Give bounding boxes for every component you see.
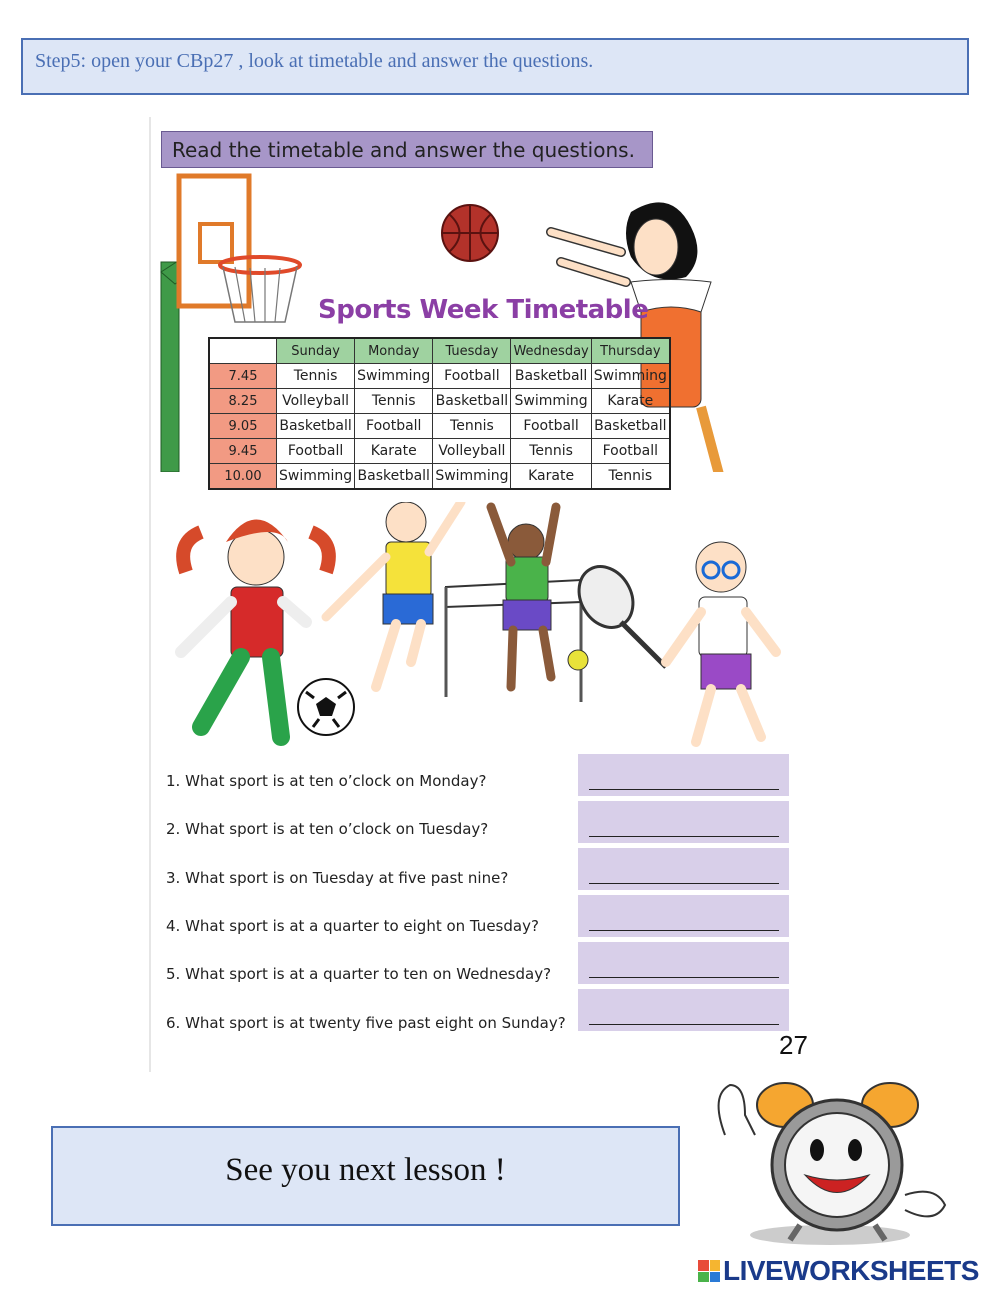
- sport-cell: Swimming: [355, 364, 433, 389]
- table-row: [209, 414, 670, 439]
- instruction-bar: [21, 38, 969, 95]
- day-header: Wednesday: [511, 338, 591, 364]
- sport-cell: Basketball: [433, 389, 511, 414]
- time-cell: 10.00: [209, 464, 277, 490]
- question-4: 4. What sport is at a quarter to eight on Tuesday?: [166, 917, 539, 935]
- sport-cell: Tennis: [591, 464, 670, 490]
- sport-cell: Football: [277, 439, 355, 464]
- sport-cell: Basketball: [355, 464, 433, 490]
- answer-line: [589, 836, 779, 837]
- footer-message-box: [51, 1126, 680, 1226]
- answer-line: [589, 883, 779, 884]
- sport-cell: Swimming: [511, 389, 591, 414]
- day-header: Monday: [355, 338, 433, 364]
- answer-line: [589, 930, 779, 931]
- table-row: [209, 464, 670, 490]
- sport-cell: Swimming: [591, 364, 670, 389]
- answer-line: [589, 977, 779, 978]
- sport-cell: Swimming: [433, 464, 511, 490]
- question-2: 2. What sport is at ten o’clock on Tuesday?: [166, 820, 489, 838]
- answer-field-1[interactable]: [578, 754, 789, 796]
- banner-text: Read the timetable and answer the questions.: [172, 138, 635, 162]
- answer-field-3[interactable]: [578, 848, 789, 890]
- answer-field-6[interactable]: [578, 989, 789, 1031]
- answer-field-5[interactable]: [578, 942, 789, 984]
- sport-cell: Swimming: [277, 464, 355, 490]
- worksheet-page: [149, 117, 832, 1072]
- answer-field-4[interactable]: [578, 895, 789, 937]
- day-header: Thursday: [591, 338, 670, 364]
- time-cell: 7.45: [209, 364, 277, 389]
- alarm-clock-mascot: [705, 1075, 965, 1250]
- time-cell: 9.05: [209, 414, 277, 439]
- time-cell: 8.25: [209, 389, 277, 414]
- page-number: 27: [779, 1030, 808, 1060]
- sport-cell: Football: [511, 414, 591, 439]
- table-row: [209, 364, 670, 389]
- answer-line: [589, 789, 779, 790]
- day-header: Sunday: [277, 338, 355, 364]
- timetable-title: Sports Week Timetable: [318, 295, 649, 325]
- instruction-text: Step5: open your CBp27 , look at timetable and answer the questions.: [35, 50, 594, 72]
- sport-cell: Volleyball: [277, 389, 355, 414]
- time-cell: 9.45: [209, 439, 277, 464]
- timetable-corner-cell: [209, 338, 277, 364]
- sport-cell: Karate: [511, 464, 591, 490]
- day-header: Tuesday: [433, 338, 511, 364]
- sport-cell: Basketball: [511, 364, 591, 389]
- table-row: [209, 389, 670, 414]
- question-6: 6. What sport is at twenty five past eight on Sunday?: [166, 1014, 566, 1032]
- timetable: [208, 337, 671, 490]
- worksheet-banner: [161, 131, 653, 168]
- sport-cell: Karate: [591, 389, 670, 414]
- liveworksheets-logo-text: LIVEWORKSHEETS: [723, 1255, 979, 1286]
- liveworksheets-logo-icon: [698, 1260, 720, 1282]
- answer-line: [589, 1024, 779, 1025]
- sport-cell: Tennis: [277, 364, 355, 389]
- sport-cell: Tennis: [355, 389, 433, 414]
- sport-cell: Basketball: [277, 414, 355, 439]
- sport-cell: Football: [433, 364, 511, 389]
- question-1: 1. What sport is at ten o’clock on Monday?: [166, 772, 487, 790]
- table-row: [209, 439, 670, 464]
- timetable-header-row: [209, 338, 670, 364]
- question-3: 3. What sport is on Tuesday at five past nine?: [166, 869, 509, 887]
- sport-cell: Football: [355, 414, 433, 439]
- sport-cell: Football: [591, 439, 670, 464]
- sport-cell: Karate: [355, 439, 433, 464]
- sport-cell: Volleyball: [433, 439, 511, 464]
- footer-message: See you next lesson !: [225, 1152, 506, 1188]
- children-playing-illustration: [161, 502, 821, 757]
- sport-cell: Tennis: [511, 439, 591, 464]
- sport-cell: Basketball: [591, 414, 670, 439]
- sport-cell: Tennis: [433, 414, 511, 439]
- basketball-icon: [439, 202, 501, 264]
- liveworksheets-logo: [698, 1255, 979, 1287]
- answer-field-2[interactable]: [578, 801, 789, 843]
- question-5: 5. What sport is at a quarter to ten on Wednesday?: [166, 965, 552, 983]
